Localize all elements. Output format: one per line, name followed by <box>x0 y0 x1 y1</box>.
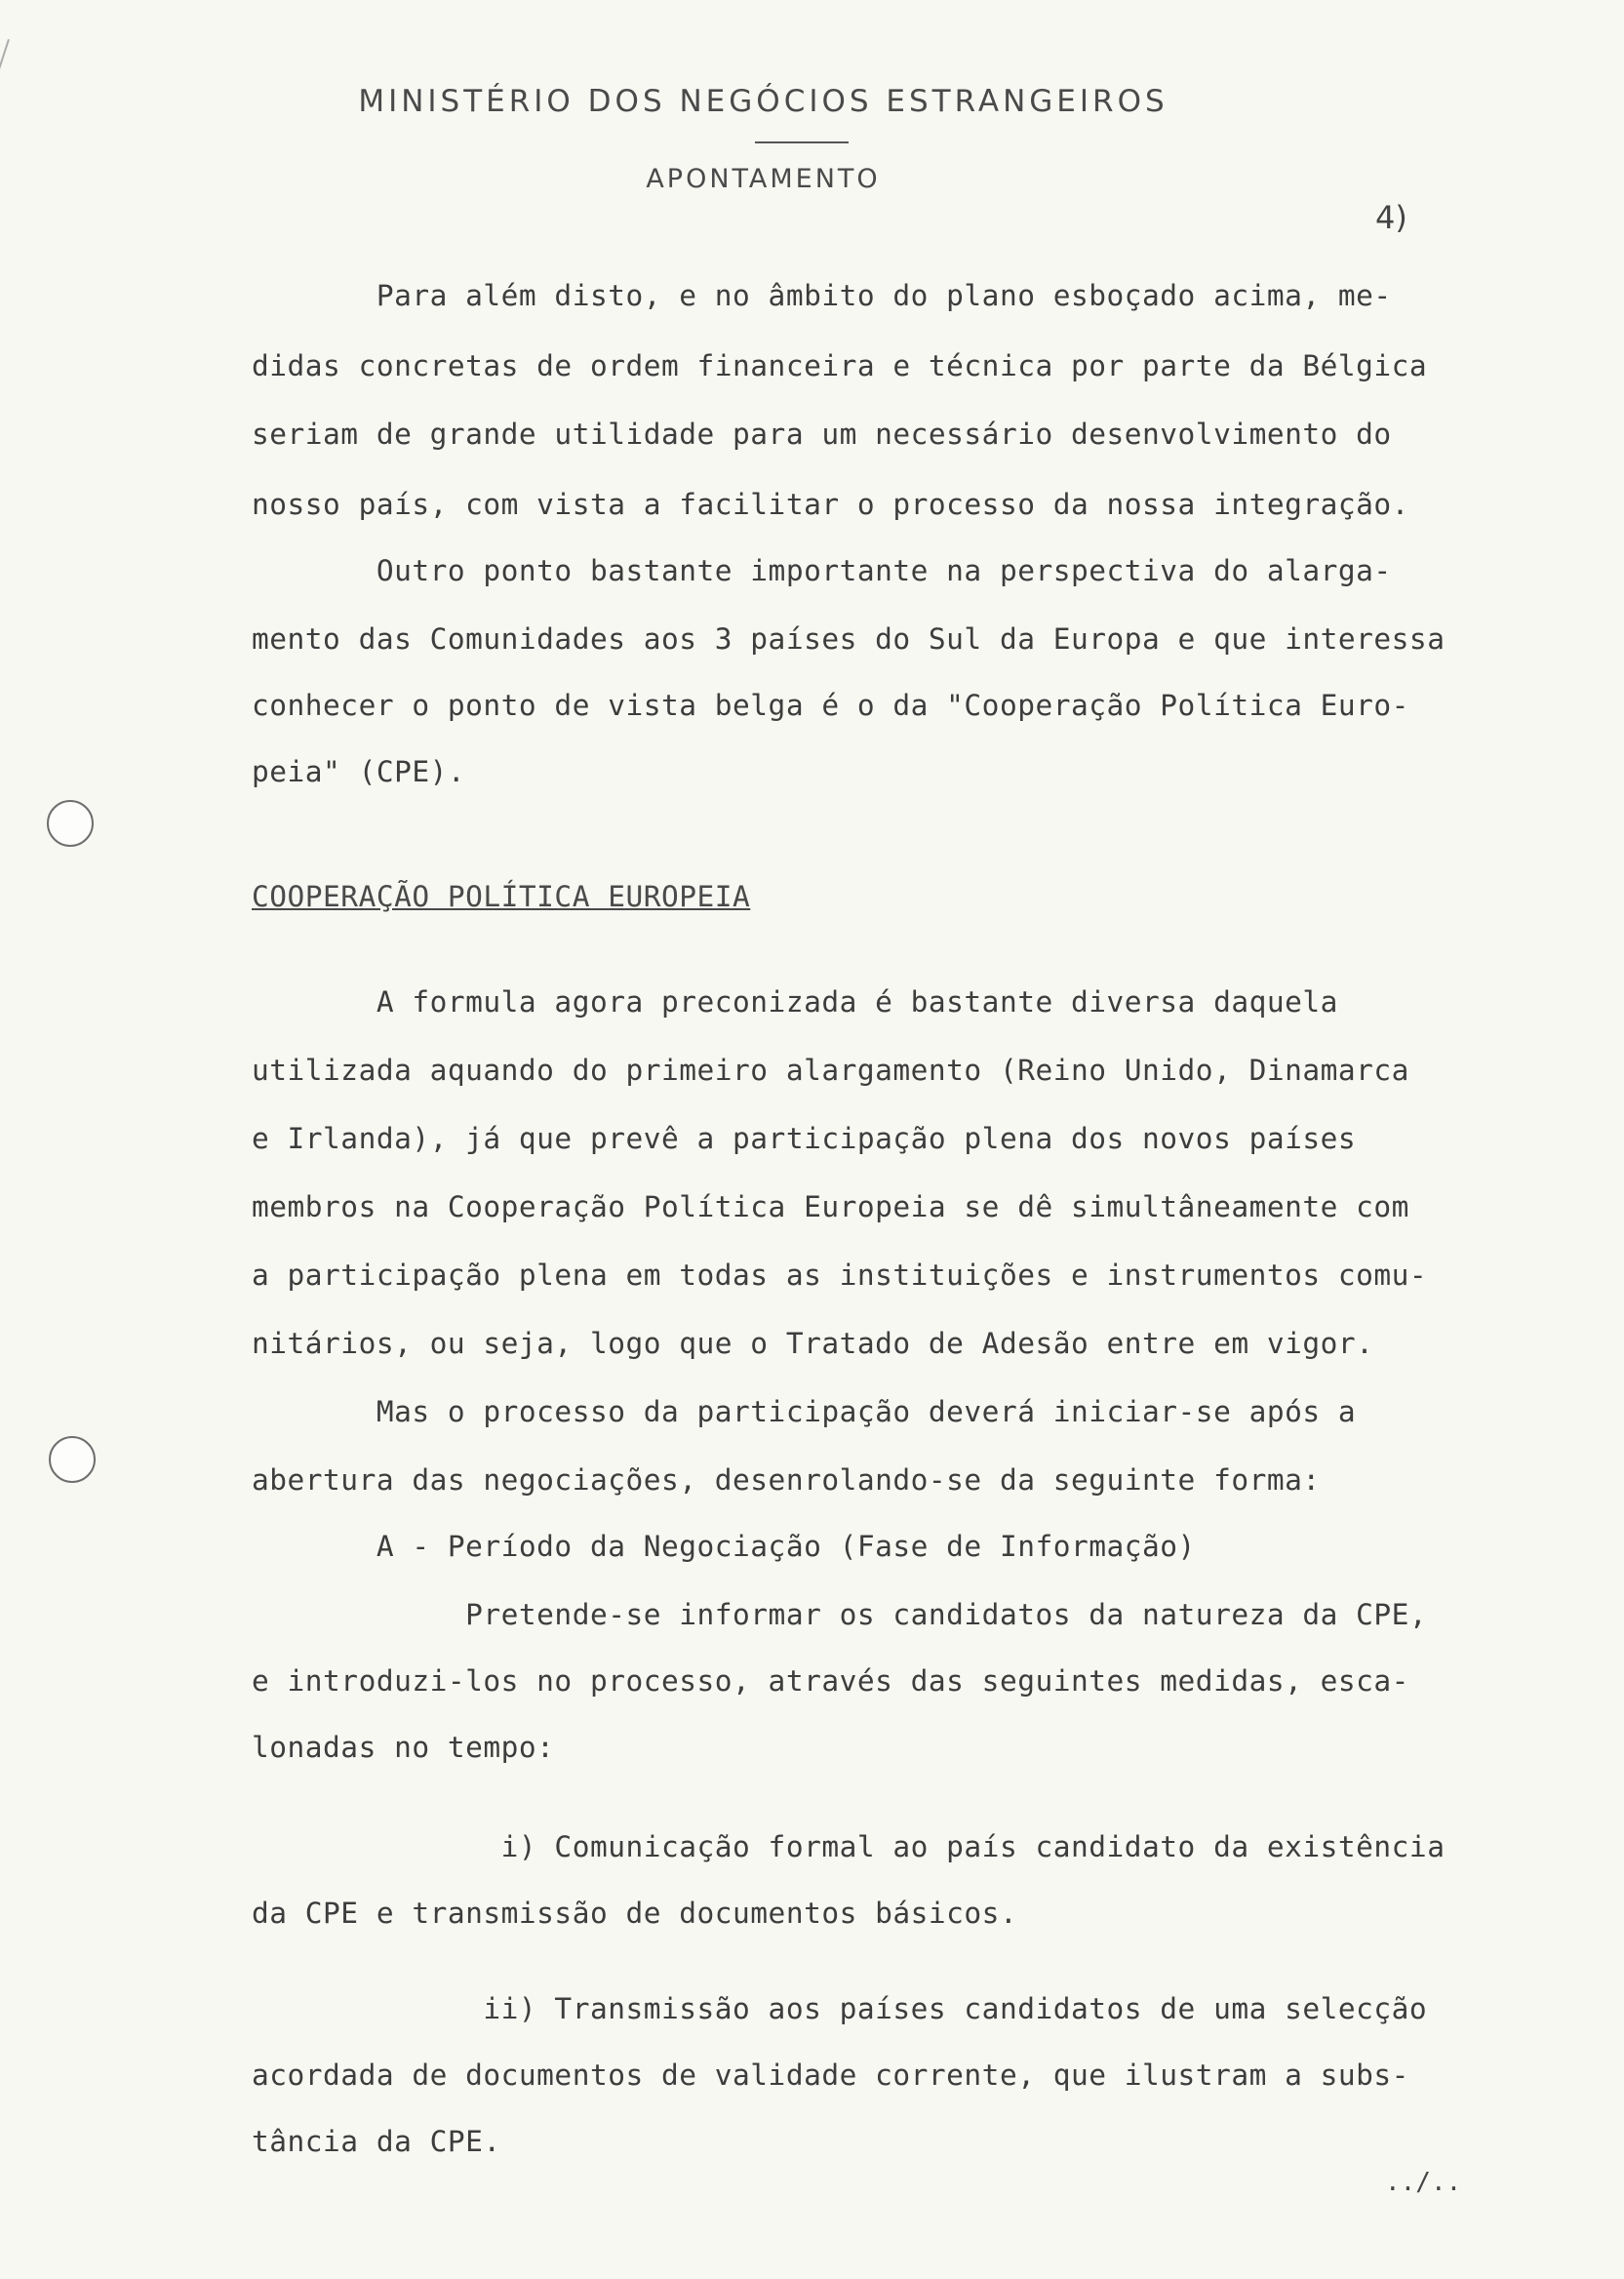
text-line: seriam de grande utilidade para um necessário desenvolvimento do <box>252 418 1392 451</box>
ministry-header: MINISTÉRIO DOS NEGÓCIOS ESTRANGEIROS <box>358 84 1168 119</box>
text-line: conhecer o ponto de vista belga é o da "Cooperação Política Euro- <box>252 689 1409 722</box>
header-rule <box>755 141 849 143</box>
text-line: Mas o processo da participação deverá iniciar-se após a <box>252 1395 1357 1428</box>
text-line: didas concretas de ordem financeira e técnica por parte da Bélgica <box>252 349 1428 382</box>
text-line: nitários, ou seja, logo que o Tratado de Adesão entre em vigor. <box>252 1327 1374 1360</box>
text-line: ii) Transmissão aos países candidatos de uma selecção <box>252 1992 1428 2025</box>
text-line: Para além disto, e no âmbito do plano esboçado acima, me- <box>252 279 1392 312</box>
continuation-mark: ../.. <box>1385 2168 1462 2197</box>
text-line: A - Período da Negociação (Fase de Informação) <box>252 1530 1196 1563</box>
text-line: e Irlanda), já que prevê a participação plena dos novos países <box>252 1122 1357 1155</box>
section-heading: COOPERAÇÃO POLÍTICA EUROPEIA <box>252 880 751 913</box>
text-line: mento das Comunidades aos 3 países do Sul da Europa e que interessa <box>252 622 1446 656</box>
text-line: e introduzi-los no processo, através das seguintes medidas, esca- <box>252 1664 1409 1698</box>
punch-hole-icon <box>47 800 94 847</box>
text-line: i) Comunicação formal ao país candidato da existência <box>252 1830 1446 1863</box>
text-line: da CPE e transmissão de documentos básicos. <box>252 1897 1018 1930</box>
text-line: peia" (CPE). <box>252 755 466 788</box>
text-line: utilizada aquando do primeiro alargamento (Reino Unido, Dinamarca <box>252 1054 1409 1087</box>
text-line: abertura das negociações, desenrolando-se da seguinte forma: <box>252 1463 1321 1497</box>
punch-hole-icon <box>49 1436 96 1483</box>
text-line: A formula agora preconizada é bastante diversa daquela <box>252 985 1338 1019</box>
text-line: a participação plena em todas as instituições e instrumentos comu- <box>252 1259 1428 1292</box>
text-line: nosso país, com vista a facilitar o processo da nossa integração. <box>252 488 1409 521</box>
page-number: 4) <box>1375 199 1407 236</box>
text-line: tância da CPE. <box>252 2125 501 2158</box>
margin-pencil-line <box>0 39 10 271</box>
text-line: acordada de documentos de validade corrente, que ilustram a subs- <box>252 2059 1409 2092</box>
document-type: APONTAMENTO <box>646 164 881 194</box>
text-line: Pretende-se informar os candidatos da natureza da CPE, <box>252 1598 1428 1631</box>
text-line: membros na Cooperação Política Europeia se dê simultâneamente com <box>252 1190 1409 1223</box>
text-line: Outro ponto bastante importante na perspectiva do alarga- <box>252 554 1392 587</box>
text-line: lonadas no tempo: <box>252 1731 555 1764</box>
